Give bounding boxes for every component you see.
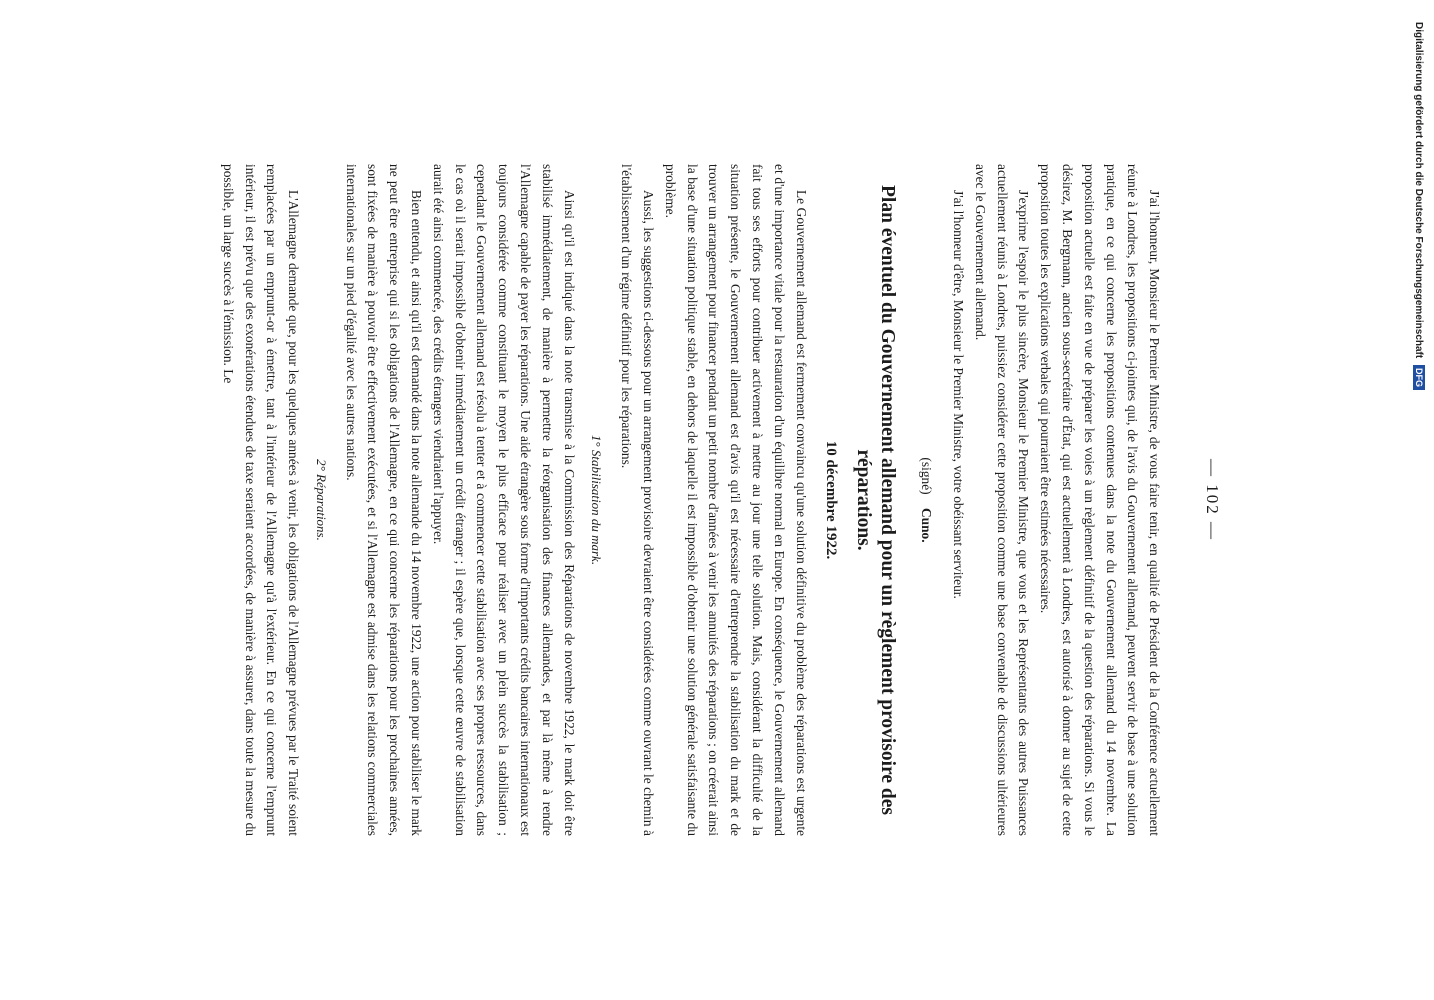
dfg-logo: DFG [1413, 365, 1425, 390]
credit-text: Digitalisierung gefördert durch die Deutsche Forschungsgemeinschaft [1413, 22, 1424, 359]
letter-paragraph-2: J'exprime l'espoir le plus sincère, Monsieur le Premier Ministre, que vous et les Représentants des autres Puissances actuellement réunis à Londres, puissiez considérer cette proposition comme une base convenable de discussions ultérieures avec le Gouvernement allemand. [972, 164, 1032, 836]
signature-name: Cuno. [919, 507, 935, 543]
plan-date: 10 décembre 1922. [823, 440, 840, 560]
section-1-paragraph-1: Ainsi qu'il est indiqué dans la note transmise à la Commission des Réparations de novembre 1922, le mark doit être stabilisé immédiatement, de manière à permettre la réorganisation des finances allemandes, et par là même à rendre l'Allemagne capable de payer les réparations. Une aide étrangère sous forme d'importants crédits bancaires internationaux est toujours considérée comme constituant le moyen le plus efficace pour réaliser avec un plein succès la stabilisation ; cependant le Gouvernement allemand est résolu à tenter et à commencer cette stabilisation avec ses propres ressources, dans le cas où il serait impossible d'obtenir immédiatement un crédit étranger ; il espère que, lorsque cette œuvre de stabilisation aurait été ainsi commencée, des crédits étrangers viendraient l'appuyer. [430, 164, 577, 836]
letter-paragraph-3: J'ai l'honneur d'être, Monsieur le Premier Ministre, votre obéissant serviteur. [951, 190, 967, 599]
page-number: — 102 — [1203, 459, 1222, 541]
signature [915, 164, 937, 836]
section-2-paragraph-1: L'Allemagne demande que, pour les quelques années à venir, les obligations de l'Allemagne prévues par le Traité soient remplacées par un emprunt-or à émettre, tant à l'intérieur de l'Allemagne qu'à l'extérieur. En ce qui concerne l'emprunt intérieur, il est prévu que des exonérations étendues de taxe seraient accordées, de manière à assurer, dans toute la mesure du possible, un large succès à l'émission. Le [220, 164, 302, 836]
plan-title: Plan éventuel du Gouvernement allemand pour un règlement provisoire des réparations. [853, 185, 899, 815]
letter-paragraph-1: J'ai l'honneur, Monsieur le Premier Ministre, de vous faire tenir, en qualité de Président de la Conférence actuellement réunie à Londres, les propositions ci-jointes qui, de l'avis du Gouvernement allemand, peuvent servir de base à une solution pratique, en ce qui concerne les propositions contenues dans la note du Gouvernement allemand du 14 novembre. La proposition actuelle est faite en vue de préparer les voies à un règlement définitif de la question des réparations. Si vous le désirez, M. Bergmann, ancien sous-secrétaire d'État, qui est actuellement à Londres, est autorisé à donner au sujet de cette proposition toutes les explications verbales qui pourraient être estimées nécessaires. [1038, 164, 1163, 836]
digitization-credit [1408, 10, 1430, 390]
section-2-title: 2° Réparations. [313, 459, 329, 541]
rotated-document-page [117, 120, 1277, 880]
plan-intro-paragraph-2: Aussi, les suggestions ci-dessous pour un arrangement provisoire devraient être considérées comme ouvrant le chemin à l'établissement d'un régime définitif pour les réparations. [619, 164, 657, 836]
section-1-title: 1° Stabilisation du mark. [589, 434, 605, 566]
signature-prefix: (signé) [919, 457, 935, 495]
plan-intro-paragraph-1: Le Gouvernement allemand est fermement convaincu qu'une solution définitive du problème des réparations est urgente et d'une importance vitale pour la restauration d'un équilibre normal en Europe. En conséquence, le Gouvernement allemand fait tous ses efforts pour contribuer activement à mettre au jour une telle solution. Mais, considérant la difficulté de la situation présente, le Gouvernement allemand est d'avis qu'il est nécessaire d'entreprendre la stabilisation du mark et de trouver un arrangement pour financer pendant un petit nombre d'années à venir les annuités des réparations ; on créerait ainsi la base d'une situation politique stable, en dehors de laquelle il est impossible d'obtenir une solution générale satisfaisante du problème. [662, 164, 809, 836]
section-1-paragraph-2: Bien entendu, et ainsi qu'il est demandé dans la note allemande du 14 novembre 1922, une action pour stabiliser le mark ne peut être entreprise qui si les obligations de l'Allemagne, en ce qui concerne les réparations pour les prochaines années, sont fixées de manière à pouvoir être effectivement exécutées, et si l'Allemagne est admise dans les relations commerciales internationales sur un pied d'égalité avec les autres nations. [343, 164, 425, 836]
